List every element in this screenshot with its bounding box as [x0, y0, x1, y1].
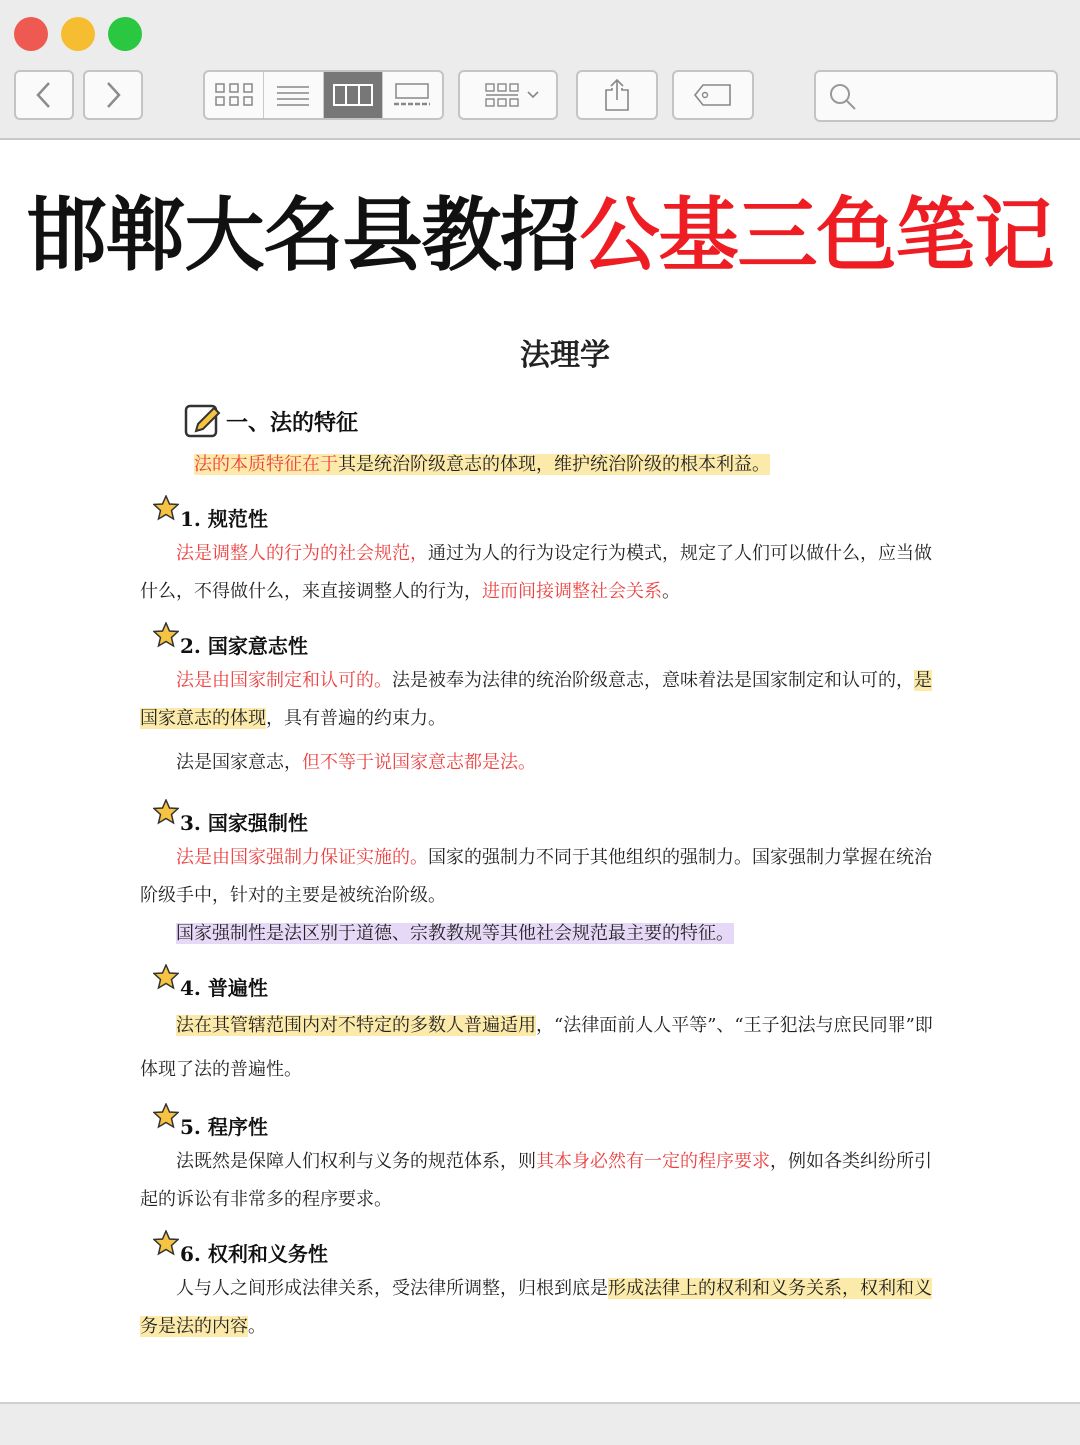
item-6-paragraph	[140, 1270, 940, 1346]
column-view-icon	[333, 83, 373, 107]
item-6-highlight: 形成法律上的权利和义务关系，权利和义务是法的内容	[140, 1278, 932, 1337]
search-icon	[828, 82, 858, 112]
item-2-heading: 2. 国家意志性	[180, 634, 308, 658]
icon-view-button[interactable]	[205, 72, 264, 118]
item-2-black-text: 法是被奉为法律的统治阶级意志，意味着法是国家制定和认可的，	[392, 670, 914, 691]
section-heading: 一、法的特征	[226, 410, 359, 436]
item-2-red-text: 法是由国家制定和认可的。	[176, 670, 392, 691]
item-1-paragraph	[140, 535, 940, 611]
maximize-window-button[interactable]	[108, 17, 142, 51]
list-view-button[interactable]	[264, 72, 323, 118]
star-icon	[153, 964, 179, 990]
window-footer	[0, 1402, 1080, 1445]
item-2-note-black: 法是国家意志，	[176, 752, 302, 773]
item-1-heading: 1. 规范性	[180, 507, 268, 531]
gallery-view-icon	[392, 82, 432, 108]
intro-red: 法的本质特征在于	[194, 454, 338, 475]
item-6-end: 。	[248, 1316, 266, 1337]
star-icon	[153, 1103, 179, 1129]
item-5-paragraph	[140, 1143, 940, 1219]
item-3-heading: 3. 国家强制性	[180, 811, 308, 835]
gallery-view-button[interactable]	[383, 72, 442, 118]
forward-icon	[103, 80, 123, 110]
list-view-icon	[275, 82, 311, 108]
item-5-end: ，例如各类纠纷所引起的诉讼有非常多的程序要求。	[140, 1151, 932, 1210]
item-3-purple-highlight: 国家强制性是法区别于道德、宗教教规等其他社会规范最主要的特征。	[176, 923, 734, 944]
share-icon	[602, 78, 632, 112]
item-2-highlight: 是国家意志的体现	[140, 670, 932, 729]
edit-note-icon	[184, 402, 224, 438]
item-3-black-text: 国家的强制力不同于其他组织的强制力。国家强制力掌握在统治阶级手中，针对的主要是被统治阶级。	[140, 847, 932, 906]
minimize-window-button[interactable]	[61, 17, 95, 51]
item-2-end: ，具有普遍的约束力。	[266, 708, 446, 729]
column-view-button[interactable]	[324, 72, 383, 118]
back-button[interactable]	[14, 70, 74, 120]
star-icon	[153, 1230, 179, 1256]
item-3-note	[176, 919, 734, 949]
item-4-highlight: 法在其管辖范围内对不特定的多数人普遍适用	[176, 1015, 536, 1036]
item-6-heading: 6. 权利和义务性	[180, 1242, 328, 1266]
item-1-red-text: 法是调整人的行为的社会规范，	[176, 543, 428, 564]
star-icon	[153, 495, 179, 521]
view-mode-control[interactable]	[203, 70, 444, 120]
subtitle: 法理学	[520, 338, 610, 373]
item-4-black-text: ，“法律面前人人平等”、“王子犯法与庶民同罪”即体现了法的普遍性。	[140, 1015, 933, 1080]
item-2-paragraph	[140, 662, 940, 738]
intro-black: 其是统治阶级意志的体现，维护统治阶级的根本利益。	[338, 454, 770, 475]
item-3-paragraph	[140, 839, 940, 915]
section-intro	[194, 450, 770, 480]
title-red: 公基三色笔记	[579, 188, 1054, 282]
item-2-note	[176, 748, 536, 778]
star-icon	[153, 799, 179, 825]
item-1-end: 。	[662, 581, 680, 602]
item-3-red-text: 法是由国家强制力保证实施的。	[176, 847, 428, 868]
group-button[interactable]	[458, 70, 558, 120]
search-field[interactable]	[814, 70, 1058, 122]
tag-icon	[693, 82, 733, 108]
icon-view-icon	[214, 82, 254, 108]
item-5-heading: 5. 程序性	[180, 1115, 268, 1139]
item-6-black-text: 人与人之间形成法律关系，受法律所调整，归根到底是	[176, 1278, 608, 1299]
document-title	[0, 190, 1080, 280]
share-button[interactable]	[576, 70, 658, 120]
back-icon	[34, 80, 54, 110]
item-4-heading: 4. 普遍性	[180, 976, 268, 1000]
item-1-black-text: 通过为人的行为设定行为模式，规定了人们可以做什么，应当做什么，不得做什么，来直接调整人的行为，	[140, 543, 932, 602]
item-2-note-red: 但不等于说国家意志都是法。	[302, 752, 536, 773]
item-1-red-text-2: 进而间接调整社会关系	[482, 581, 662, 602]
star-icon	[153, 622, 179, 648]
item-5-red-text: 其本身必然有一定的程序要求	[536, 1151, 770, 1172]
item-5-black-text: 法既然是保障人们权利与义务的规范体系，则	[176, 1151, 536, 1172]
item-4-paragraph	[140, 1004, 940, 1092]
forward-button[interactable]	[83, 70, 143, 120]
tag-button[interactable]	[672, 70, 754, 120]
window-toolbar	[0, 0, 1080, 140]
title-black: 邯郸大名县教招	[26, 188, 580, 282]
close-window-button[interactable]	[14, 17, 48, 51]
group-icon	[468, 81, 548, 109]
